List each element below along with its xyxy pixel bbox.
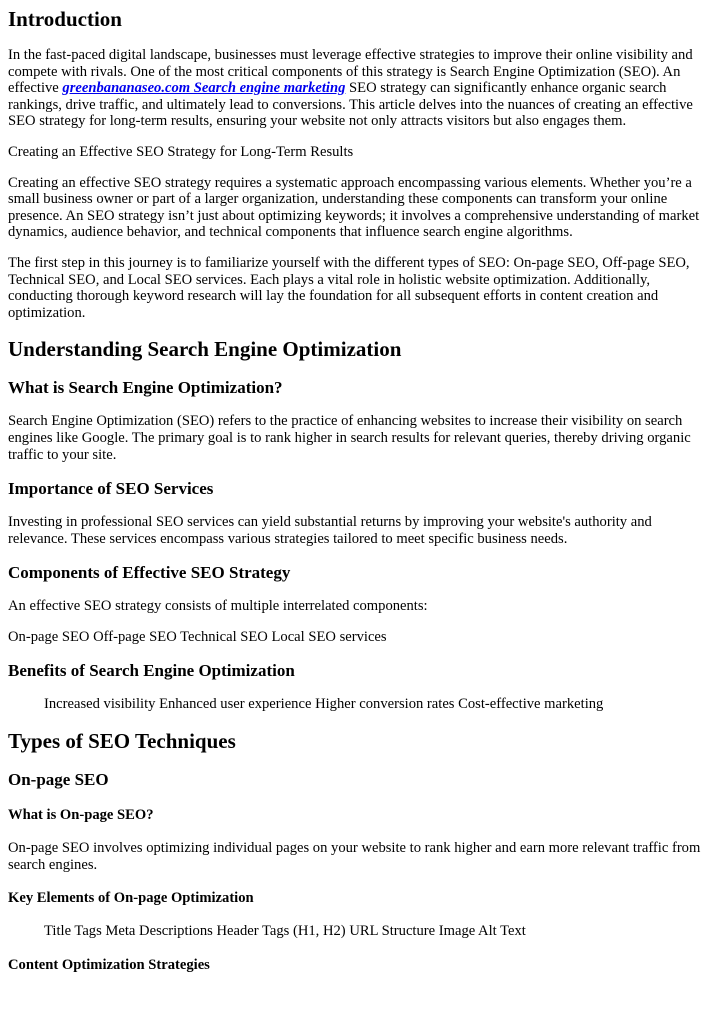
benefits-heading: Benefits of Search Engine Optimization bbox=[8, 661, 295, 681]
intro-text-after-link: SEO strategy can significantly enhance organic search rankings, drive traffic, and ultimately lead to conversions. This article delves into the nuances of creating an effective SEO strategy for long-term results, ensuring your website not only attracts visitors but also engages them. bbox=[8, 80, 693, 130]
understanding-heading: Understanding Search Engine Optimization bbox=[8, 337, 402, 362]
intro-heading: Introduction bbox=[8, 7, 122, 31]
key-elements-list: Title Tags Meta Descriptions Header Tags (H1, H2) URL Structure Image Alt Text bbox=[44, 923, 526, 940]
benefits-list: Increased visibility Enhanced user experience Higher conversion rates Cost-effective marketing bbox=[44, 696, 604, 713]
components-paragraph: An effective SEO strategy consists of multiple interrelated components: bbox=[8, 598, 428, 615]
what-is-seo-heading: What is Search Engine Optimization? bbox=[8, 378, 283, 398]
onpage-heading: On-page SEO bbox=[8, 770, 109, 790]
what-is-onpage-paragraph: On-page SEO involves optimizing individual pages on your website to rank higher and earn more relevant traffic from search engines. bbox=[8, 840, 701, 873]
what-is-onpage-heading: What is On-page SEO? bbox=[8, 807, 154, 824]
components-list: On-page SEO Off-page SEO Technical SEO Local SEO services bbox=[8, 628, 387, 645]
components-heading: Components of Effective SEO Strategy bbox=[8, 563, 291, 583]
intro-paragraph-1 bbox=[8, 47, 712, 130]
intro-text-before-link: In the fast-paced digital landscape, businesses must leverage effective strategies to improve their online visibility and compete with rivals. One of the most critical components of this strategy is Search Engine Optimization (SEO). An effective bbox=[8, 47, 693, 97]
importance-heading: Importance of SEO Services bbox=[8, 479, 214, 499]
content-optimization-heading: Content Optimization Strategies bbox=[8, 956, 210, 973]
what-is-seo-paragraph: Search Engine Optimization (SEO) refers to the practice of enhancing websites to increase their visibility on search engines like Google. The primary goal is to rank higher in search results for relevant queries, thereby driving organic traffic to your site. bbox=[8, 413, 691, 463]
article bbox=[0, 7, 720, 974]
intro-paragraph-2: Creating an Effective SEO Strategy for Long-Term Results bbox=[8, 143, 354, 160]
seo-link[interactable]: greenbananaseo.com Search engine marketing bbox=[62, 80, 346, 97]
types-heading: Types of SEO Techniques bbox=[8, 729, 236, 754]
intro-paragraph-4: The first step in this journey is to familiarize yourself with the different types of SEO: On-page SEO, Off-page SEO, Technical SEO, and Local SEO services. Each plays a vital role in holistic website optimization. Additionally, conducting thorough keyword research will lay the foundation for all subsequent efforts in content creation and optimization. bbox=[8, 254, 690, 321]
intro-paragraph-3: Creating an effective SEO strategy requires a systematic approach encompassing various elements. Whether you’re a small business owner or part of a larger organization, understanding these components can transform your online presence. An SEO strategy isn’t just about optimizing keywords; it involves a comprehensive understanding of market dynamics, audience behavior, and technical components that influence search engine algorithms. bbox=[8, 174, 700, 241]
importance-paragraph: Investing in professional SEO services can yield substantial returns by improving your website's authority and relevance. These services encompass various strategies tailored to meet specific business needs. bbox=[8, 514, 652, 547]
key-elements-heading: Key Elements of On-page Optimization bbox=[8, 890, 254, 907]
